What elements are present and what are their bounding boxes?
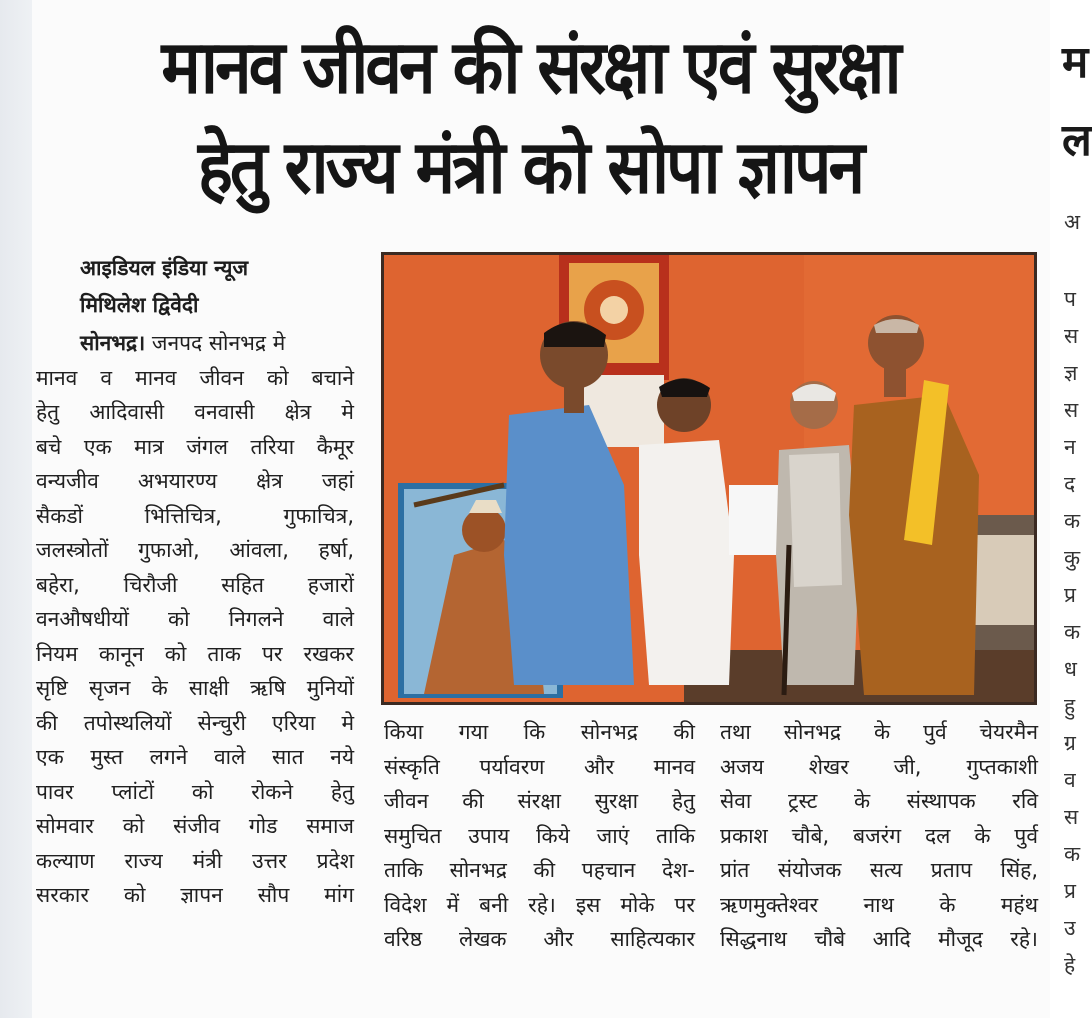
article-line: की तपोस्थलियों सेन्चुरी एरिया मे — [36, 710, 354, 735]
adjacent-text-fragment: ध — [1064, 657, 1077, 681]
article-line: वनऔषधीयों को निगलने वाले — [36, 607, 354, 631]
author-name: मिथिलेश द्विवेदी — [80, 293, 199, 317]
article-line-text: जनपद सोनभद्र मे — [151, 331, 286, 355]
adjacent-text-fragment: क — [1064, 509, 1081, 533]
article-line: नियम कानून को ताक पर रखकर — [36, 641, 354, 666]
adjacent-text-fragment: ग्र — [1064, 731, 1076, 755]
article-line: सरकार को ज्ञापन सौप मांग — [36, 883, 354, 907]
adjacent-text-fragment: स — [1064, 324, 1079, 348]
adjacent-text-fragment: प्र — [1064, 583, 1076, 607]
article-line: मानव व मानव जीवन को बचाने — [36, 365, 354, 390]
article-line: प्रकाश चौबे, बजरंग दल के पुर्व — [720, 823, 1038, 848]
adjacent-text-fragment: क — [1064, 842, 1081, 866]
adjacent-text-fragment: व — [1064, 768, 1076, 792]
adjacent-text-fragment: ज्ञ — [1064, 361, 1078, 385]
adjacent-text-fragment: हु — [1064, 694, 1076, 718]
adjacent-text-fragment: स — [1064, 805, 1079, 829]
article-line: सैकडों भित्तिचित्र, गुफाचित्र, — [36, 503, 354, 528]
article-line: बचे एक मात्र जंगल तरिया कैमूर — [36, 434, 354, 459]
adjacent-text-fragment: क — [1064, 620, 1081, 644]
article-line: सृष्टि सृजन के साक्षी ऋषि मुनियों — [36, 676, 354, 700]
article-line — [36, 326, 354, 361]
news-source: आइडियल इंडिया न्यूज — [80, 256, 249, 280]
article-line: जलस्त्रोतों गुफाओ, आंवला, हर्षा, — [36, 538, 354, 562]
article-line: सेवा ट्रस्ट के संस्थापक रवि — [720, 789, 1038, 813]
article-line: सोमवार को संजीव गोड समाज — [36, 814, 354, 838]
adjacent-text-fragment: प — [1064, 287, 1076, 311]
article-line: जीवन की संरक्षा सुरक्षा हेतु — [384, 789, 695, 813]
news-photo — [381, 252, 1037, 705]
article-line: विदेश में बनी रहे। इस मोके पर — [384, 892, 695, 917]
adjacent-text-fragment: उ — [1064, 916, 1076, 940]
article-column-2 — [384, 715, 695, 957]
article-line: समुचित उपाय किये जाएं ताकि — [384, 823, 695, 848]
article-line: बहेरा, चिरौजी सहित हजारों — [36, 572, 354, 597]
article-line: किया गया कि सोनभद्र की — [384, 720, 695, 744]
adjacent-text-fragment: न — [1064, 435, 1076, 459]
adjacent-text-fragment: अ — [1064, 210, 1081, 234]
article-line: प्रांत संयोजक सत्य प्रताप सिंह, — [720, 858, 1038, 882]
article-line: कल्याण राज्य मंत्री उत्तर प्रदेश — [36, 848, 354, 873]
article-line: अजय शेखर जी, गुप्तकाशी — [720, 754, 1038, 779]
article-line: एक मुस्त लगने वाले सात नये — [36, 745, 354, 769]
article-line: ऋणमुक्तेश्वर नाथ के महंथ — [720, 892, 1038, 917]
article-column-1 — [36, 326, 354, 913]
article-line: पावर प्लांटों को रोकने हेतु — [36, 779, 354, 804]
headline-line-2: हेतु राज्य मंत्री को सोपा ज्ञापन — [197, 124, 863, 211]
article-line: वरिष्ठ लेखक और साहित्यकार — [384, 927, 695, 951]
article-line: ताकि सोनभद्र की पहचान देश- — [384, 858, 695, 882]
article-column-3 — [720, 715, 1038, 957]
article-line: हेतु आदिवासी वनवासी क्षेत्र मे — [36, 400, 354, 424]
dateline: सोनभद्र। — [80, 331, 146, 355]
adjacent-column-fragment — [1064, 282, 1080, 985]
adjacent-text-fragment: स — [1064, 398, 1079, 422]
adjacent-text-fragment: हे — [1064, 953, 1076, 977]
adjacent-text-fragment: द — [1064, 472, 1076, 496]
page-margin — [0, 0, 32, 1018]
adjacent-text-fragment: प्र — [1064, 879, 1076, 903]
article-line: वन्यजीव अभयारण्य क्षेत्र जहां — [36, 469, 354, 493]
headline-line-1: मानव जीवन की संरक्षा एवं सुरक्षा — [161, 24, 899, 111]
article-line: तथा सोनभद्र के पुर्व चेयरमैन — [720, 720, 1038, 744]
adjacent-text-fragment: कु — [1064, 546, 1081, 570]
article-line: संस्कृति पर्यावरण और मानव — [384, 754, 695, 779]
article-line: सिद्धनाथ चौबे आदि मौजूद रहे। — [720, 927, 1038, 951]
